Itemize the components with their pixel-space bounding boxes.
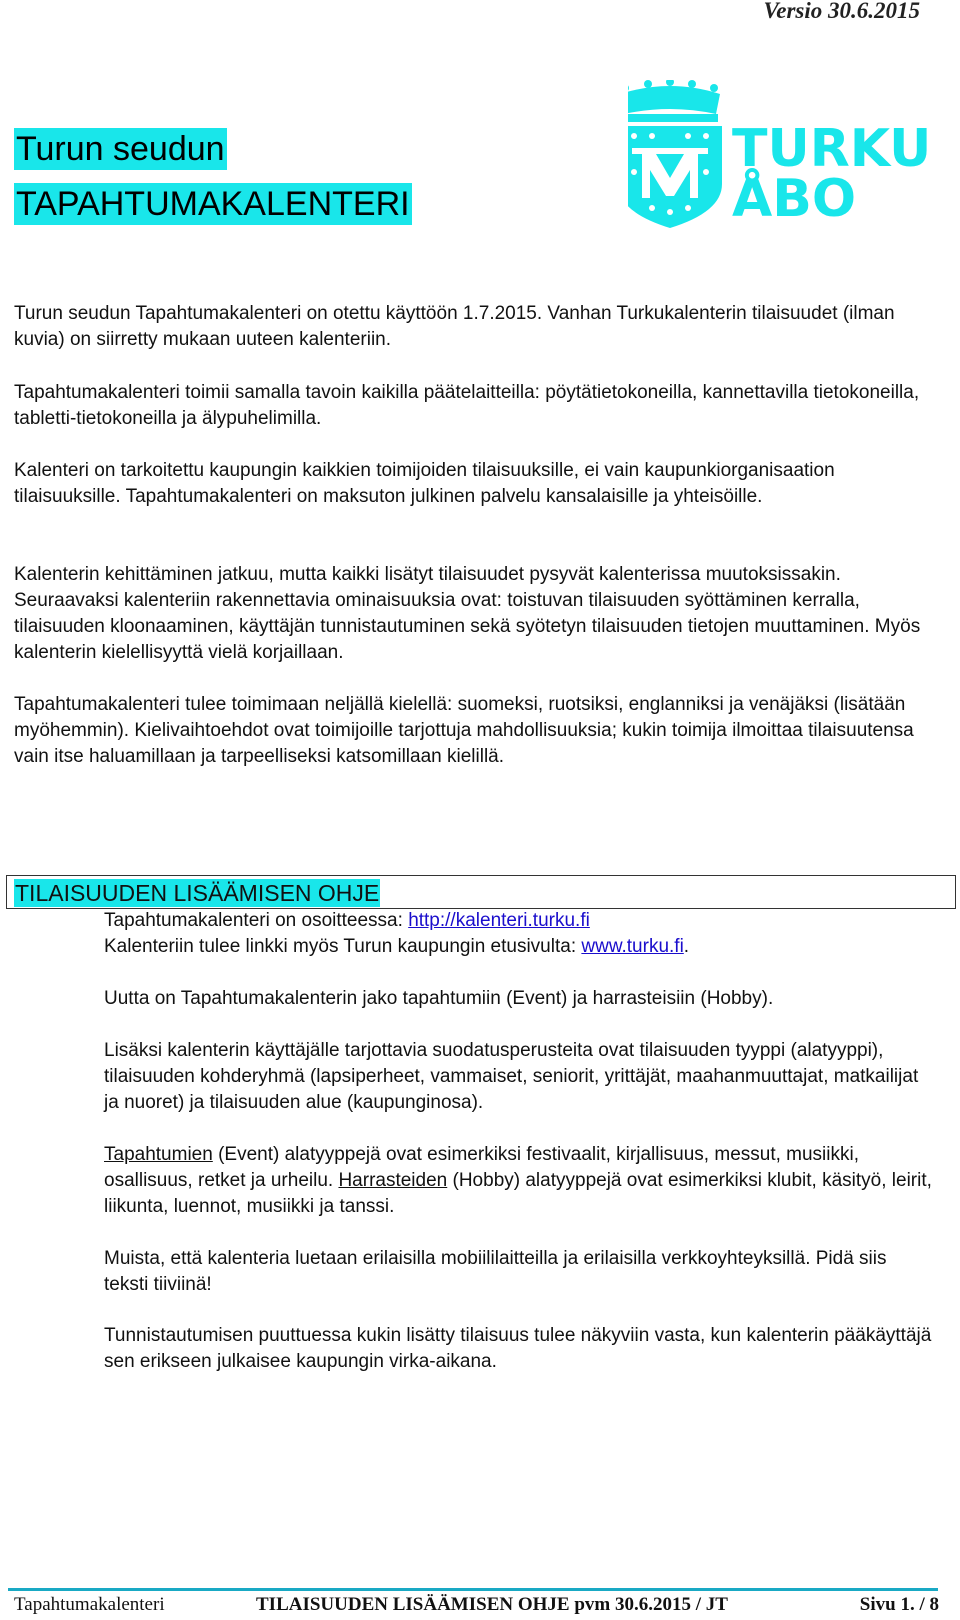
intro-paragraph-3: Kalenteri on tarkoitettu kaupungin kaikkien toimijoiden tilaisuuksille, ei vain kaupunkiorganisaation tilaisuuksille. Tapahtumakalenteri on maksuton julkinen palvelu kansalaisille ja yhteisöille.: [14, 460, 835, 507]
footer-middle: TILAISUUDEN LISÄÄMISEN OHJE pvm 30.6.2015 / JT: [256, 1594, 728, 1615]
homepage-line: [104, 934, 934, 960]
footer-page-number: Sivu 1. / 8: [859, 1594, 939, 1615]
title-line-1: Turun seudun: [16, 130, 225, 168]
turku-abo-logo: [628, 80, 928, 240]
remember-paragraph: Muista, että kalenteria luetaan erilaisilla mobiililaitteilla ja erilaisilla verkkoyhteyksillä. Pidä siis teksti tiiviinä!: [104, 1248, 887, 1295]
footer-divider: [8, 1588, 938, 1591]
section-heading: TILAISUUDEN LISÄÄMISEN OHJE: [15, 880, 380, 906]
footer-left: Tapahtumakalenteri: [14, 1594, 165, 1615]
hobbies-description: (Hobby) alatyyppejä ovat esimerkiksi klubit, käsityö, leirit, liikunta, luennot, musiikki ja tanssi.: [104, 1170, 932, 1217]
new-info-paragraph: Uutta on Tapahtumakalenterin jako tapahtumiin (Event) ja harrasteisiin (Hobby).: [104, 988, 774, 1009]
logo-text-turku: TURKU: [732, 119, 928, 179]
subtypes-paragraph: [104, 1142, 934, 1220]
calendar-link[interactable]: http://kalenteri.turku.fi: [408, 910, 590, 931]
hobbies-term: Harrasteiden: [338, 1170, 448, 1191]
events-description: (Event) alatyyppejä ovat esimerkiksi festivaalit, kirjallisuus, messut, musiikki, osallisuus, retket ja urheilu.: [104, 1144, 860, 1191]
intro-paragraph-1: Turun seudun Tapahtumakalenteri on otettu käyttöön 1.7.2015. Vanhan Turkukalenterin tilaisuudet (ilman kuvia) on siirretty mukaan uuteen kalenteriin.: [14, 303, 895, 350]
logo-text-abo: ÅBO: [732, 169, 857, 229]
intro-paragraph-4: Kalenterin kehittäminen jatkuu, mutta kaikki lisätyt tilaisuudet pysyvät kalenterissa muutoksissakin. Seuraavaksi kalenteriin rakennettavia ominaisuuksia ovat: toistuvan tilaisuuden syöttäminen kerralla, tilaisuuden kloonaaminen, käyttäjän tunnistautuminen sekä syötetyn tilaisuuden tietojen muuttaminen. Myös kalenterin kielellisyyttä vielä korjaillaan.: [14, 564, 921, 663]
section-heading-box: [6, 875, 956, 909]
intro-paragraph-5: Tapahtumakalenteri tulee toimimaan neljällä kielellä: suomeksi, ruotsiksi, englanniksi ja venäjäksi (lisätään myöhemmin). Kielivaihtoehdot ovat toimijoille tarjottuja mahdollisuuksia; kukin toimija ilmoittaa tilaisuutensa vain itse haluamillaan ja tarpeelliseksi katsomillaan kielillä.: [14, 694, 914, 767]
turku-homepage-link[interactable]: www.turku.fi: [581, 936, 684, 957]
events-term: Tapahtumien: [104, 1144, 213, 1165]
document-version: Versio 30.6.2015: [763, 0, 920, 23]
authentication-paragraph: Tunnistautumisen puuttuessa kukin lisätty tilaisuus tulee näkyviin vasta, kun kalenterin pääkäyttäjä sen erikseen julkaisee kaupungin virka-aikana.: [104, 1325, 932, 1372]
intro-paragraph-2: Tapahtumakalenteri toimii samalla tavoin kaikilla päätelaitteilla: pöytätietokoneilla, kannettavilla tietokoneilla, tabletti-tietokoneilla ja älypuhelimilla.: [14, 382, 920, 429]
homepage-text: Kalenteriin tulee linkki myös Turun kaupungin etusivulta:: [104, 936, 582, 957]
document-title: [14, 128, 412, 238]
address-line: [104, 908, 934, 934]
title-line-2: TAPAHTUMAKALENTERI: [16, 185, 410, 223]
turku-coat-of-arms-icon: [628, 80, 928, 240]
address-text: Tapahtumakalenteri on osoitteessa:: [104, 910, 409, 931]
page-footer: [14, 1594, 939, 1620]
filters-paragraph: Lisäksi kalenterin käyttäjälle tarjottavia suodatusperusteita ovat tilaisuuden tyyppi (alatyyppi), tilaisuuden kohderyhmä (lapsiperheet, vammaiset, seniorit, yrittäjät, maahanmuuttajat, matkailijat ja nuoret) ja tilaisuuden alue (kaupunginosa).: [104, 1040, 919, 1113]
homepage-end: .: [683, 936, 690, 957]
